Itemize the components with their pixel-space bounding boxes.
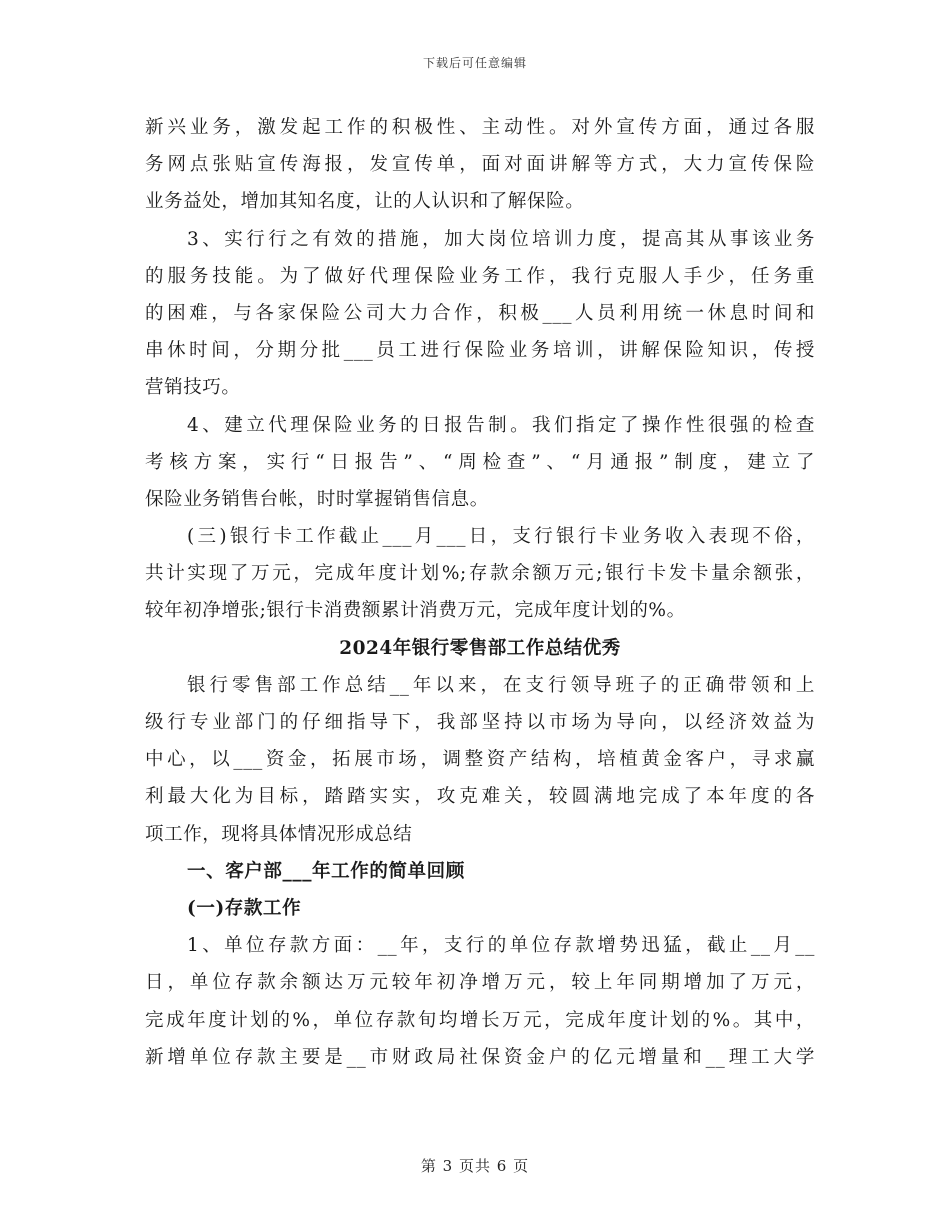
page-header: 下载后可任意编辑 xyxy=(422,56,527,70)
paragraph-line: 串休时间，分期分批___员工进行保险业务培训，讲解保险知识，传授 xyxy=(145,340,815,362)
paragraph-line: 营销技巧。 xyxy=(145,377,241,399)
paragraph-line: 4、建立代理保险业务的日报告制。我们指定了操作性很强的检查 xyxy=(187,414,815,436)
paragraph-line: 银行零售部工作总结__年以来，在支行领导班子的正确带领和上 xyxy=(187,674,815,696)
paragraph-line: 日，单位存款余额达万元较年初净增万元，较上年同期增加了万元， xyxy=(145,972,815,994)
paragraph-line: 中心，以___资金，拓展市场，调整资产结构，培植黄金客户，寻求赢 xyxy=(145,749,815,771)
section-title: 2024年银行零售部工作总结优秀 xyxy=(339,637,621,659)
paragraph-line: 保险业务销售台帐，时时掌握销售信息。 xyxy=(145,488,489,510)
paragraph-line: 项工作，现将具体情况形成总结 xyxy=(145,823,413,845)
paragraph-line: 考核方案，实行“日报告”、“周检查”、“月通报”制度，建立了 xyxy=(145,451,815,473)
paragraph-line: (三)银行卡工作截止___月___日，支行银行卡业务收入表现不俗， xyxy=(187,526,815,548)
paragraph-line: 的服务技能。为了做好代理保险业务工作，我行克服人手少，任务重 xyxy=(145,265,815,287)
paragraph-line: 级行专业部门的仔细指导下，我部坚持以市场为导向，以经济效益为 xyxy=(145,712,815,733)
paragraph-line: 1、单位存款方面：__年，支行的单位存款增势迅猛，截止__月__ xyxy=(187,935,815,957)
paragraph-line: 新兴业务，激发起工作的积极性、主动性。对外宣传方面，通过各服 xyxy=(145,117,815,138)
subsection-heading: (一)存款工作 xyxy=(187,897,302,919)
paragraph-line: 的困难，与各家保险公司大力合作，积极___人员利用统一休息时间和 xyxy=(145,302,815,324)
page-footer: 第 3 页共 6 页 xyxy=(420,1157,530,1175)
paragraph-line: 利最大化为目标，踏踏实实，攻克难关，较圆满地完成了本年度的各 xyxy=(145,786,815,808)
paragraph-line: 业务益处，增加其知名度，让的人认识和了解保险。 xyxy=(145,191,585,213)
paragraph-line: 务网点张贴宣传海报，发宣传单，面对面讲解等方式，大力宣传保险 xyxy=(145,154,815,176)
paragraph-line: 新增单位存款主要是__市财政局社保资金户的亿元增量和__理工大学 xyxy=(145,1046,815,1068)
paragraph-line: 共计实现了万元，完成年度计划%;存款余额万元;银行卡发卡量余额张， xyxy=(145,563,815,585)
section-heading: 一、客户部___年工作的简单回顾 xyxy=(187,860,465,882)
paragraph-line: 完成年度计划的%，单位存款旬均增长万元，完成年度计划的%。其中， xyxy=(145,1009,815,1031)
paragraph-line: 3、实行行之有效的措施，加大岗位培训力度，提高其从事该业务 xyxy=(187,228,815,250)
document-body xyxy=(145,109,815,1076)
paragraph-line: 较年初净增张;银行卡消费额累计消费万元，完成年度计划的%。 xyxy=(145,600,686,622)
